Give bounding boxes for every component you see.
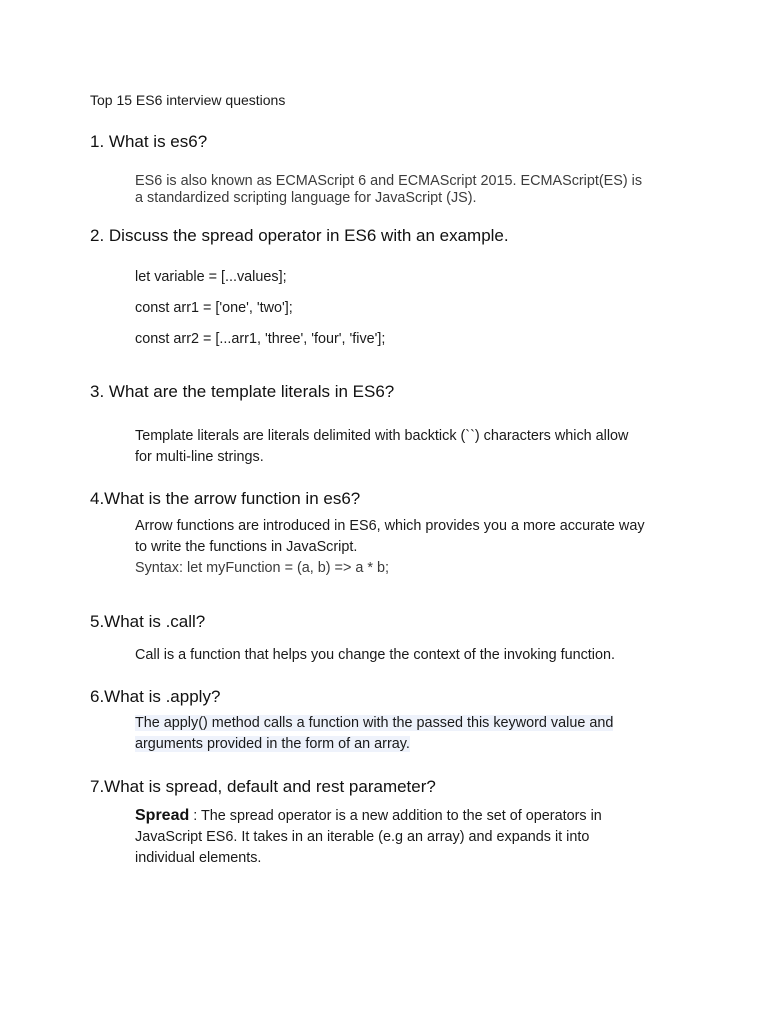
document-title: Top 15 ES6 interview questions — [90, 92, 286, 108]
answer-4-syntax: Syntax: let myFunction = (a, b) => a * b; — [135, 560, 389, 576]
answer-6-line-2 — [135, 734, 410, 755]
answer-5-line-1: Call is a function that helps you change the context of the invoking function. — [135, 647, 615, 663]
code-line-2: const arr1 = ['one', 'two']; — [135, 300, 293, 316]
answer-3-line-1: Template literals are literals delimited with backtick (``) characters which allow — [135, 428, 629, 444]
question-2-heading: 2. Discuss the spread operator in ES6 with an example. — [90, 226, 509, 245]
code-line-1: let variable = [...values]; — [135, 269, 287, 285]
answer-6-line-1-text: The apply() method calls a function with the passed this keyword value and — [135, 715, 614, 731]
answer-1-line-1: ES6 is also known as ECMAScript 6 and ECMAScript 2015. ECMAScript(ES) is — [135, 173, 643, 189]
answer-7-line-3: individual elements. — [135, 850, 262, 866]
question-1-heading: 1. What is es6? — [90, 132, 208, 151]
question-3-heading: 3. What are the template literals in ES6? — [90, 382, 395, 401]
answer-7-line-1 — [135, 805, 602, 827]
question-7-heading: 7.What is spread, default and rest parameter? — [90, 777, 436, 796]
question-5-heading: 5.What is .call? — [90, 612, 206, 631]
code-line-3: const arr2 = [...arr1, 'three', 'four', 'five']; — [135, 331, 386, 347]
answer-6-line-1 — [135, 713, 613, 734]
answer-7-line-1-text: The spread operator is a new addition to the set of operators in — [201, 808, 602, 824]
answer-1-line-2: a standardized scripting language for JavaScript (JS). — [135, 190, 477, 206]
answer-7-line-2: JavaScript ES6. It takes in an iterable (e.g an array) and expands it into — [135, 829, 590, 845]
spread-term-separator: : — [189, 808, 201, 824]
answer-4-line-1: Arrow functions are introduced in ES6, which provides you a more accurate way — [135, 518, 645, 534]
question-4-heading: 4.What is the arrow function in es6? — [90, 489, 361, 508]
answer-3-line-2: for multi-line strings. — [135, 449, 264, 465]
answer-6-line-2-text: arguments provided in the form of an array. — [135, 736, 410, 752]
spread-term: Spread — [135, 807, 190, 824]
question-6-heading: 6.What is .apply? — [90, 687, 221, 706]
answer-4-line-2: to write the functions in JavaScript. — [135, 539, 358, 555]
